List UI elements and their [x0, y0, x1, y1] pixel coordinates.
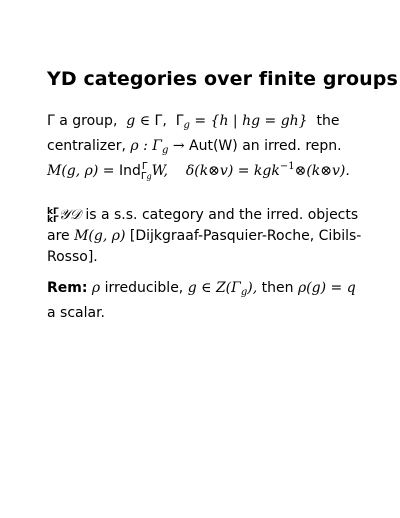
- math-m-g-rho: M(g, ρ): [74, 228, 126, 244]
- math-rho: ρ: [91, 280, 101, 296]
- math-w: W,: [151, 163, 168, 179]
- text-the: the: [316, 113, 340, 129]
- math-ind-bottom: Γ: [140, 171, 147, 182]
- math-centralizer-set: = {h | hg = gh}: [194, 113, 308, 129]
- math-g-in-center: g ∈ Z(Γ: [187, 280, 241, 296]
- text-centralizer: centralizer,: [47, 138, 126, 154]
- remark-line-2: [47, 303, 357, 324]
- math-aut-w: Aut(W): [189, 138, 238, 154]
- math-exponent: −1: [279, 161, 295, 172]
- text-irreducible: irreducible,: [104, 280, 184, 296]
- remark-paragraph: [47, 278, 357, 324]
- text-group: Γ a group,: [47, 113, 118, 129]
- text-then: then: [261, 280, 294, 296]
- math-ind-scripts: [141, 162, 152, 182]
- math-kgamma-stack: [47, 208, 59, 224]
- category-line-1: [47, 205, 357, 226]
- text-irred-repn: an irred. repn.: [242, 138, 342, 154]
- math-gamma-g: Γ: [175, 113, 184, 129]
- math-gamma: Γ,: [154, 113, 167, 129]
- math-sub-g: g: [161, 145, 169, 156]
- math-arrow: →: [172, 138, 185, 154]
- math-rho-map: ρ : Γ: [130, 138, 162, 154]
- math-yd: 𝒴𝒟: [58, 207, 81, 223]
- math-m-g-rho: M(g, ρ) =: [47, 163, 115, 179]
- math-close: ),: [247, 280, 258, 296]
- text-ss-category: is a s.s. category and the irred. objects: [85, 207, 359, 223]
- category-line-2: [47, 226, 362, 247]
- math-sub-g: g: [183, 120, 190, 131]
- slide-title: YD categories over finite groups: [47, 68, 398, 90]
- math-rho-g: ρ(g) = q: [297, 280, 356, 296]
- text-a-scalar: a scalar.: [47, 305, 105, 321]
- math-delta-end: ⊗(k⊗v).: [294, 163, 350, 179]
- definition-paragraph: [47, 111, 357, 161]
- math-ind-bottom-sub: g: [146, 172, 152, 181]
- text-are: are: [47, 228, 70, 244]
- category-paragraph: [47, 205, 362, 268]
- remark-line-1: [47, 278, 357, 303]
- text-citation: [Dijkgraaf-Pasquier-Roche, Cibils-: [129, 228, 362, 244]
- math-delta: δ(k⊗v) = kgk: [185, 163, 280, 179]
- text-rosso: Rosso].: [47, 249, 98, 265]
- math-in: ∈: [139, 113, 151, 129]
- formula-line: [47, 156, 357, 182]
- math-kgamma-bottom: kΓ: [47, 215, 59, 225]
- math-ind: Ind: [119, 163, 141, 179]
- math-g: g: [126, 113, 136, 129]
- remark-label: Rem:: [47, 280, 88, 296]
- math-ind-top: Γ: [141, 161, 148, 172]
- category-line-3: [47, 247, 357, 268]
- math-sub-g: g: [240, 287, 248, 298]
- math-kgamma-top: kΓ: [47, 207, 59, 217]
- definition-line-1: [47, 111, 357, 136]
